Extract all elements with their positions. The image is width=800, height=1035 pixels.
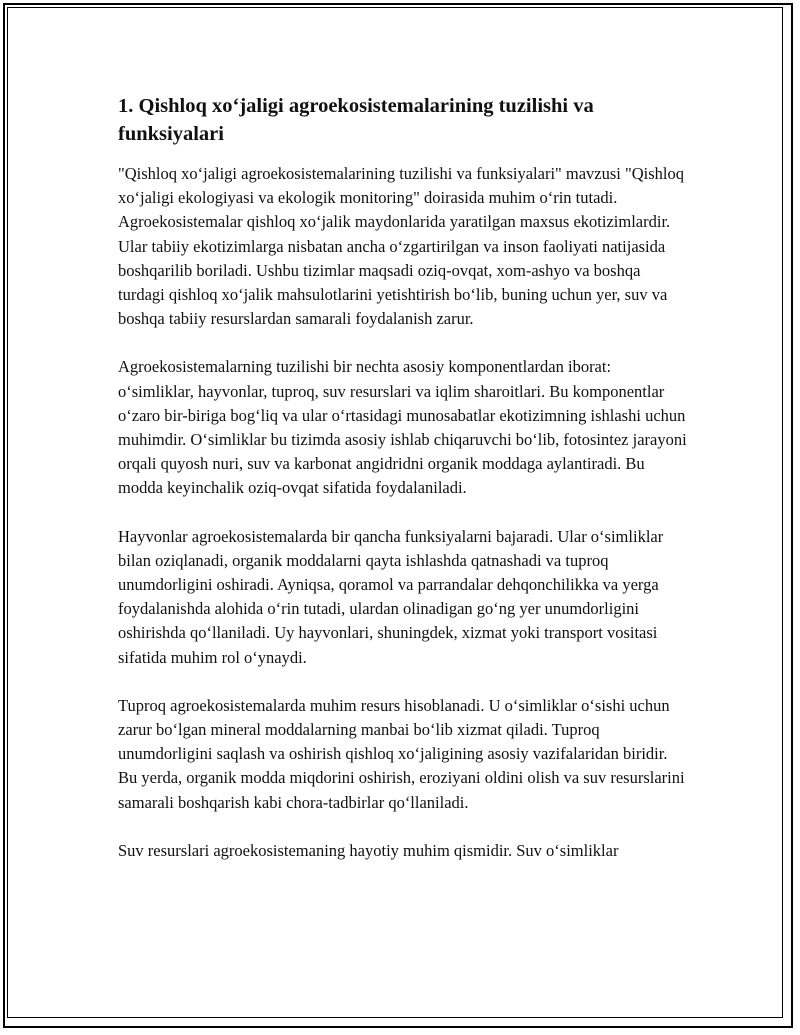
paragraph-soil: Tuproq agroekosistemalarda muhim resurs hisoblanadi. U o‘simliklar o‘sishi uchun zarur bo‘lgan mineral moddalarning manbai bo‘lib xizmat qiladi. Tuproq unumdorligini saqlash va oshirish qishloq xo‘jaligining asosiy vazifalaridan biridir. Bu yerda, organik modda miqdorini oshirish, eroziyani oldini olish va suv resurslarini samarali boshqarish kabi chora-tadbirlar qo‘llaniladi. <box>118 695 685 812</box>
paragraph-animals: Hayvonlar agroekosistemalarda bir qancha funksiyalarni bajaradi. Ular o‘simliklar bilan oziqlanadi, organik moddalarni qayta ishlashda qatnashadi va tuproq unumdorligini oshiradi. Ayniqsa, qoramol va parrandalar dehqonchilikka va yerga foydalanishda alohida o‘rin tutadi, ulardan olinadigan go‘ng yer unumdorligini oshirishda qo‘llaniladi. Uy hayvonlari, shuningdek, xizmat yoki transport vositasi sifatida muhim rol o‘ynaydi. <box>118 526 664 667</box>
section-heading: 1. Qishloq xo‘jaligi agroekosistemalarining tuzilishi va funksiyalari <box>118 95 594 145</box>
paragraph-intro: "Qishloq xo‘jaligi agroekosistemalarining tuzilishi va funksiyalari" mavzusi "Qishloq xo‘jaligi ekologiyasi va ekologik monitoring" doirasida muhim o‘rin tutadi. Agroekosistemalar qishloq xo‘jalik maydonlarida yaratilgan maxsus ekotizimlardir. Ular tabiiy ekotizimlarga nisbatan ancha o‘zgartirilgan va inson faoliyati natijasida boshqarilib boriladi. Ushbu tizimlar maqsadi oziq-ovqat, xom-ashyo va boshqa turdagi qishloq xo‘jalik mahsulotlarini yetishtirish bo‘lib, buning uchun yer, suv va boshqa tabiiy resurslardan samarali foydalanish zarur. <box>118 164 684 329</box>
paragraph-water: Suv resurslari agroekosistemaning hayotiy muhim qismidir. Suv o‘simliklar <box>118 840 619 860</box>
paragraph-structure: Agroekosistemalarning tuzilishi bir nechta asosiy komponentlardan iborat: o‘simliklar, hayvonlar, tuproq, suv resurslari va iqlim sharoitlari. Bu komponentlar o‘zaro bir-biriga bog‘liq va ular o‘rtasidagi munosabatlar ekotizimning ishlashi uchun muhimdir. O‘simliklar bu tizimda asosiy ishlab chiqaruvchi bo‘lib, fotosintez jarayoni orqali quyosh nuri, suv va karbonat angidridni organik moddaga aylantiradi. Bu modda keyinchalik oziq-ovqat sifatida foydalaniladi. <box>118 357 687 498</box>
document-body <box>118 92 688 887</box>
